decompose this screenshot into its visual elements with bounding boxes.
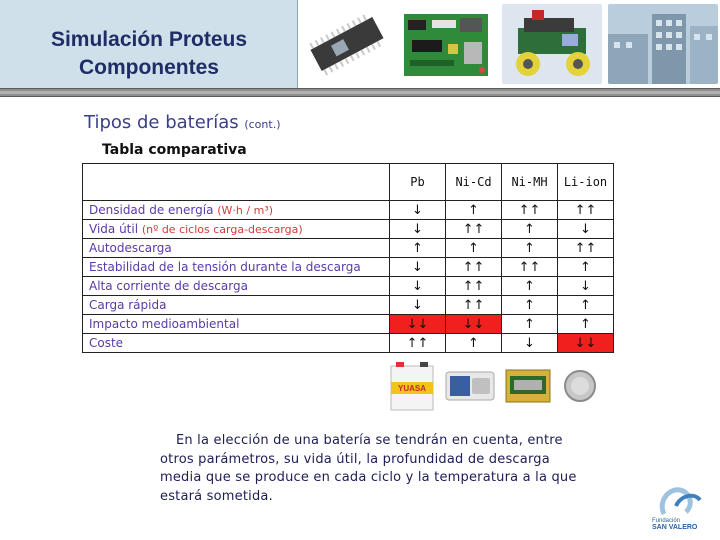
row-label-text: Impacto medioambiental bbox=[89, 317, 240, 331]
table-cell: ↑↑ bbox=[446, 296, 502, 315]
row-label bbox=[83, 201, 390, 220]
table-row bbox=[83, 220, 614, 239]
table-cell: ↑↑ bbox=[558, 239, 614, 258]
table-cell: ↑↑ bbox=[558, 201, 614, 220]
logo-text-line1: Fundación bbox=[652, 518, 681, 524]
table-row bbox=[83, 315, 614, 334]
logo-text bbox=[652, 518, 697, 531]
row-label bbox=[83, 315, 390, 334]
row-label-text: Alta corriente de descarga bbox=[89, 279, 248, 293]
row-unit: (nº de ciclos carga-descarga) bbox=[141, 223, 303, 236]
section-title bbox=[84, 112, 281, 133]
table-row bbox=[83, 277, 614, 296]
table-cell: ↑ bbox=[558, 296, 614, 315]
row-label-text: Densidad de energía bbox=[89, 203, 214, 217]
robot-photo bbox=[502, 4, 602, 84]
lead-acid-battery-image bbox=[388, 360, 436, 414]
table-cell: ↑ bbox=[390, 239, 446, 258]
table-cell: ↓ bbox=[502, 334, 558, 353]
table-cell: ↑↑ bbox=[446, 258, 502, 277]
battery-brand-label: YUASA bbox=[397, 384, 427, 393]
description-paragraph bbox=[160, 432, 620, 506]
row-unit: (W·h / m³) bbox=[217, 204, 274, 217]
row-label-text: Carga rápida bbox=[89, 298, 167, 312]
table-row bbox=[83, 239, 614, 258]
table-cell: ↓ bbox=[390, 201, 446, 220]
table-cell: ↑↑ bbox=[446, 277, 502, 296]
table-cell: ↑↑ bbox=[502, 201, 558, 220]
building-photo bbox=[608, 4, 718, 84]
row-label bbox=[83, 220, 390, 239]
nicd-battery-image bbox=[444, 366, 496, 406]
table-cell: ↓ bbox=[390, 220, 446, 239]
row-label-text: Coste bbox=[89, 336, 124, 350]
row-label bbox=[83, 277, 390, 296]
logo-text-line2: SAN VALERO bbox=[652, 524, 698, 531]
slide-title-line1: Simulación Proteus bbox=[50, 28, 248, 51]
table-cell: ↑ bbox=[502, 277, 558, 296]
table-cell: ↑ bbox=[446, 239, 502, 258]
header-divider bbox=[0, 88, 720, 97]
table-row bbox=[83, 296, 614, 315]
table-cell: ↑ bbox=[446, 334, 502, 353]
table-cell-highlight: ↓↓ bbox=[558, 334, 614, 353]
paragraph-line: En la elección de una batería se tendrán en cuenta, entre bbox=[176, 433, 563, 448]
table-cell: ↑ bbox=[502, 296, 558, 315]
column-header: Pb bbox=[390, 164, 446, 201]
row-label-text: Vida útil bbox=[89, 222, 139, 236]
table-cell: ↑ bbox=[502, 239, 558, 258]
header-photo-strip bbox=[298, 0, 720, 88]
row-label-text: Estabilidad de la tensión durante la descarga bbox=[89, 260, 361, 274]
row-label bbox=[83, 296, 390, 315]
table-cell: ↑ bbox=[502, 220, 558, 239]
table-header-empty bbox=[83, 164, 390, 201]
paragraph-line: otros parámetros, su vida útil, la profundidad de descarga bbox=[160, 451, 550, 467]
section-title-suffix: (cont.) bbox=[244, 118, 281, 131]
table-row bbox=[83, 334, 614, 353]
table-cell: ↑ bbox=[558, 258, 614, 277]
san-valero-logo bbox=[650, 484, 710, 518]
paragraph-line: media que se produce en cada ciclo y la temperatura a la que bbox=[160, 470, 577, 485]
header-title-box bbox=[0, 0, 298, 88]
pcb-board-photo bbox=[398, 4, 496, 84]
table-cell: ↓ bbox=[558, 220, 614, 239]
column-header: Ni-Cd bbox=[446, 164, 502, 201]
column-header: Li-ion bbox=[558, 164, 614, 201]
slide-title-line2: Componentes bbox=[78, 56, 219, 79]
table-title: Tabla comparativa bbox=[102, 142, 247, 158]
table-row bbox=[83, 201, 614, 220]
table-cell: ↑ bbox=[558, 315, 614, 334]
slide-title bbox=[0, 26, 298, 82]
row-label bbox=[83, 239, 390, 258]
row-label bbox=[83, 334, 390, 353]
nimh-battery-image bbox=[504, 366, 552, 406]
liion-coin-battery-image bbox=[560, 366, 600, 406]
table-cell: ↑ bbox=[502, 315, 558, 334]
row-label bbox=[83, 258, 390, 277]
table-cell: ↑ bbox=[446, 201, 502, 220]
table-cell: ↑↑ bbox=[446, 220, 502, 239]
row-label-text: Autodescarga bbox=[89, 241, 172, 255]
column-header: Ni-MH bbox=[502, 164, 558, 201]
table-cell: ↓ bbox=[390, 277, 446, 296]
chip-photo bbox=[302, 4, 392, 84]
table-cell: ↓ bbox=[558, 277, 614, 296]
table-cell: ↑↑ bbox=[502, 258, 558, 277]
table-cell: ↓ bbox=[390, 258, 446, 277]
table-cell: ↓ bbox=[390, 296, 446, 315]
table-cell-highlight: ↓↓ bbox=[446, 315, 502, 334]
table-cell-highlight: ↓↓ bbox=[390, 315, 446, 334]
paragraph-line: estará sometida. bbox=[160, 488, 273, 504]
section-title-text: Tipos de baterías bbox=[84, 112, 239, 133]
table-row bbox=[83, 258, 614, 277]
comparison-table bbox=[82, 163, 614, 353]
table-header-row bbox=[83, 164, 614, 201]
table-cell: ↑↑ bbox=[390, 334, 446, 353]
